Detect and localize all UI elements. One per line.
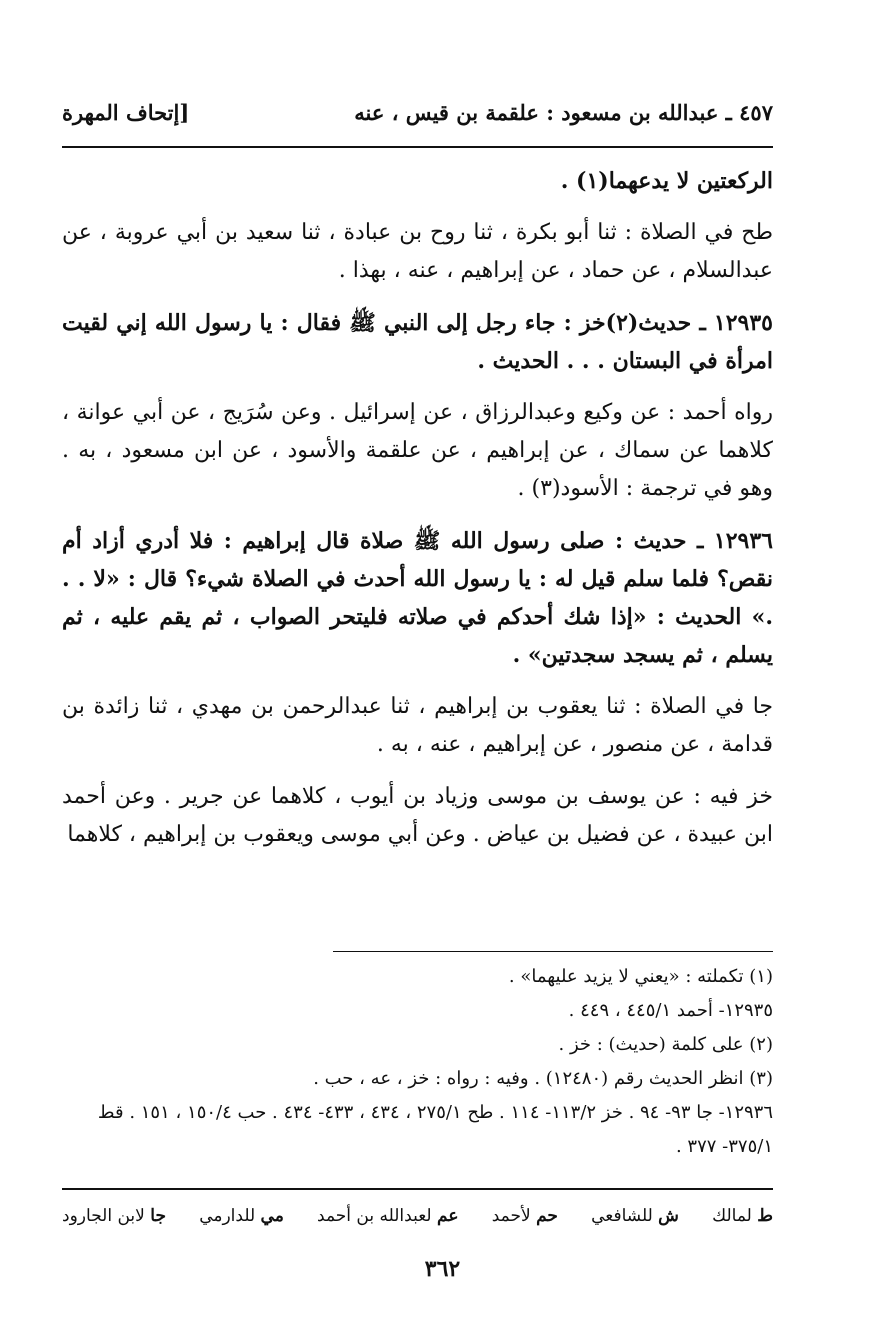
abbreviation-key	[62, 1198, 773, 1234]
abbreviation-item: جا لابن الجارود	[62, 1206, 166, 1226]
footnote: (١) تكملته : «يعني لا يزيد عليهما» .	[508, 966, 773, 987]
footnote: ١٢٩٣٦- جا ٩٣- ٩٤ . خز ١١٣/٢- ١١٤ . طح ٢٧٥/١ ، ٤٣٤ ، ٤٣٣- ٤٣٤ . حب ١٥٠/٤ ، ١٥١ . قط ٣٧٥/١- ٣٧٧ .	[97, 1102, 773, 1157]
abbreviation-item: حم لأحمد	[491, 1206, 558, 1226]
header-chapter-title: ٤٥٧ ـ عبدالله بن مسعود : علقمة بن قيس ، عنه	[354, 99, 773, 125]
hadith-12936: ١٢٩٣٦ ـ حديث : صلى رسول الله ﷺ صلاة قال إبراهيم : فلا أدري أزاد أم نقص؟ فلما سلم قيل له : يا رسول الله أحدث في الصلاة شيء؟ قال : «لا . . .» الحديث : «إذا شك أحدكم في صلاته فليتحر الصواب ، ثم يقم عليه ، ثم يسلم ، ثم يسجد سجدتين» .	[62, 528, 774, 668]
main-text	[62, 162, 773, 868]
abbreviation-item: ش للشافعي	[591, 1206, 679, 1226]
footnote: (٣) انظر الحديث رقم (١٢٤٨٠) . وفيه : رواه : خز ، عه ، حب .	[313, 1068, 773, 1089]
footnotes	[62, 960, 773, 1164]
abbreviation-rule	[62, 1188, 773, 1190]
page-number: ٣٦٢	[424, 1256, 461, 1282]
footnote-rule	[333, 951, 773, 952]
header-rule	[62, 146, 773, 148]
paragraph-isnad-ja: جا في الصلاة : ثنا يعقوب بن إبراهيم ، ثنا عبدالرحمن بن مهدي ، ثنا زائدة بن قدامة ، عن منصور ، عن إبراهيم ، عنه ، به .	[62, 694, 773, 757]
paragraph-continuation: الركعتين لا يدعهما(١) .	[560, 168, 773, 194]
hadith-12935: ١٢٩٣٥ ـ حديث(٢)خز : جاء رجل إلى النبي ﷺ فقال : يا رسول الله إني لقيت امرأة في البستان . . . الحديث .	[62, 310, 773, 374]
header-book-title: [إتحاف المهرة	[62, 99, 190, 125]
footnote: ١٢٩٣٥- أحمد ٤٤٥/١ ، ٤٤٩ .	[568, 1000, 773, 1021]
abbreviation-item: ط لمالك	[712, 1206, 773, 1226]
paragraph-riwayah: رواه أحمد : عن وكيع وعبدالرزاق ، عن إسرائيل . وعن سُرَيج ، عن أبي عوانة ، كلاهما عن سماك ، عن إبراهيم ، عن علقمة والأسود ، عن ابن مسعود ، به . وهو في ترجمة : الأسود(٣) .	[62, 400, 773, 501]
abbreviation-item: عم لعبدالله بن أحمد	[317, 1206, 459, 1226]
paragraph-isnad: طح في الصلاة : ثنا أبو بكرة ، ثنا روح بن عبادة ، ثنا سعيد بن أبي عروبة ، عن عبدالسلام ، عن حماد ، عن إبراهيم ، عنه ، بهذا .	[62, 220, 773, 283]
footnote: (٢) على كلمة (حديث) : خز .	[558, 1034, 773, 1055]
paragraph-isnad-khuz: خز فيه : عن يوسف بن موسى وزياد بن أيوب ، كلاهما عن جرير . وعن أحمد ابن عبيدة ، عن فضيل بن عياض . وعن أبي موسى ويعقوب بن إبراهيم ، كلاهما	[62, 784, 773, 847]
running-header	[62, 92, 773, 132]
abbreviation-item: مي للدارمي	[199, 1206, 284, 1226]
